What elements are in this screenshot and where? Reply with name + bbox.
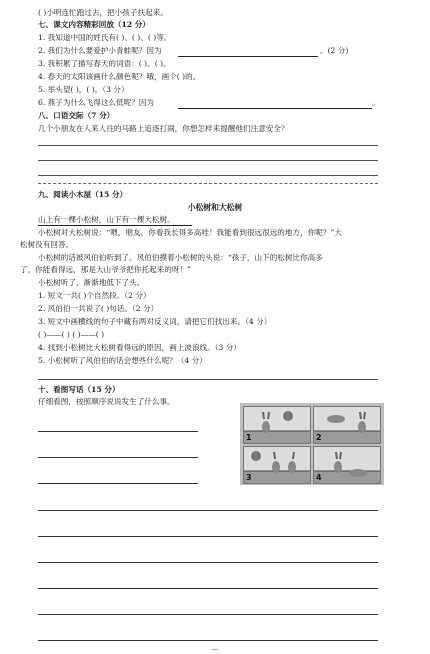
sec7-item-6: 6. 燕子为什么飞得这么低呢？因为 bbox=[38, 98, 154, 107]
section-divider bbox=[38, 183, 378, 184]
story-line-5: 了，你能看得远，那是大山爷爷把你托起来的呀！” bbox=[20, 265, 191, 274]
writing-line-8[interactable] bbox=[38, 614, 378, 615]
panel-number-3: 3 bbox=[246, 473, 252, 482]
story-line-4: 小松树的话被风伯伯听到了。风伯伯摸着小松树的头说：“孩子，山下的松树比你高多 bbox=[38, 253, 323, 262]
writing-line-3[interactable] bbox=[38, 483, 198, 484]
story-line-3: 松树没有回答。 bbox=[20, 240, 74, 249]
picture-panel-4 bbox=[313, 446, 381, 484]
sec8-answer-line-2[interactable] bbox=[38, 160, 378, 161]
sec7-item-2: 2. 我们为什么要爱护小青蛙呢？因为 bbox=[38, 46, 162, 55]
sec7-item-5: 5. 举头望( )，( )。（3 分） bbox=[38, 85, 129, 94]
writing-line-7[interactable] bbox=[38, 588, 378, 589]
question-1: 1. 短文一共( )个自然段。（2 分） bbox=[38, 291, 151, 300]
section-9-title: 九、阅读小木屋（15 分） bbox=[38, 190, 128, 199]
question-4: 4. 找到小松树比大松树看得远的原因，画上波浪线。（3 分） bbox=[38, 343, 241, 352]
writing-line-9[interactable] bbox=[38, 640, 378, 641]
picture-story-image bbox=[240, 403, 384, 485]
sec7-item-2-answer-line[interactable] bbox=[178, 56, 318, 57]
picture-panel-1 bbox=[243, 406, 311, 444]
picture-panel-3 bbox=[243, 446, 311, 484]
top-line: ( )小明连忙跑过去，把小孩子扶起来。 bbox=[38, 8, 168, 17]
sec7-item-2-score: 。(2 分) bbox=[320, 46, 349, 55]
writing-line-5[interactable] bbox=[38, 536, 378, 537]
section-10-title: 十、看图写话（15 分） bbox=[38, 385, 120, 394]
sec7-item-3: 3. 我积累了描写春天的词语：( )、( )。 bbox=[38, 59, 171, 68]
writing-line-4[interactable] bbox=[38, 510, 378, 511]
story-line-1: 山上有一棵小松树，山下有一棵大松树。 bbox=[38, 215, 175, 224]
section-7-title: 七、课文内容精彩回放（12 分） bbox=[38, 20, 150, 29]
page-number: — bbox=[212, 646, 218, 653]
panel-number-1: 1 bbox=[246, 433, 252, 442]
sec8-answer-line-3[interactable] bbox=[38, 175, 378, 176]
story-line-2: 小松树对大松树说：“喂，朋友，你看我长得多高哇！我能看到很远很远的地方，你呢？”大 bbox=[38, 228, 342, 237]
story-title: 小松树和大松树 bbox=[187, 203, 243, 212]
picture-panel-2-drawing bbox=[314, 407, 381, 444]
sec7-item-1: 1. 我知道中国的姓氏有( )、( )、( )等。 bbox=[38, 33, 172, 42]
picture-panel-4-drawing bbox=[314, 447, 381, 484]
sec7-item-6-end: 。 bbox=[372, 98, 380, 107]
picture-panel-1-drawing bbox=[244, 407, 311, 444]
question-3-blanks[interactable]: ( )——( ) ( )——( ) bbox=[38, 330, 105, 339]
writing-line-1[interactable] bbox=[38, 431, 198, 432]
section-8-title: 八、口语交际（7 分） bbox=[38, 111, 115, 120]
sec10-prompt: 仔细看图，按照顺序说说发生了什么事。 bbox=[38, 397, 175, 406]
panel-number-4: 4 bbox=[316, 473, 322, 482]
question-2: 2. 风伯伯一共说了( )句话。（2 分） bbox=[38, 304, 159, 313]
picture-panel-3-drawing bbox=[244, 447, 311, 484]
question-5: 5. 小松树听了风伯伯的话会想些什么呢？（4 分） bbox=[38, 356, 207, 365]
panel-number-2: 2 bbox=[316, 433, 322, 442]
sec8-prompt: 几个小朋友在人来人往的马路上追逐打闹，你想怎样来提醒他们注意安全？ bbox=[38, 124, 289, 133]
question-3: 3. 短文中画横线的句子中藏有两对反义词，请把它们找出来。（4 分） bbox=[38, 317, 272, 326]
sec7-item-6-answer-line[interactable] bbox=[178, 108, 372, 109]
sec9-answer-line[interactable] bbox=[38, 379, 378, 380]
writing-line-2[interactable] bbox=[38, 457, 198, 458]
sec7-item-4: 4. 春天的太阳该画什么颜色呢？哦，画个( )的。 bbox=[38, 72, 201, 81]
writing-line-6[interactable] bbox=[38, 562, 378, 563]
story-line-1-underline bbox=[38, 225, 192, 226]
sec8-answer-line-1[interactable] bbox=[38, 145, 378, 146]
picture-panel-2 bbox=[313, 406, 381, 444]
story-line-6: 小松树听了，渐渐地低下了头。 bbox=[38, 278, 145, 287]
